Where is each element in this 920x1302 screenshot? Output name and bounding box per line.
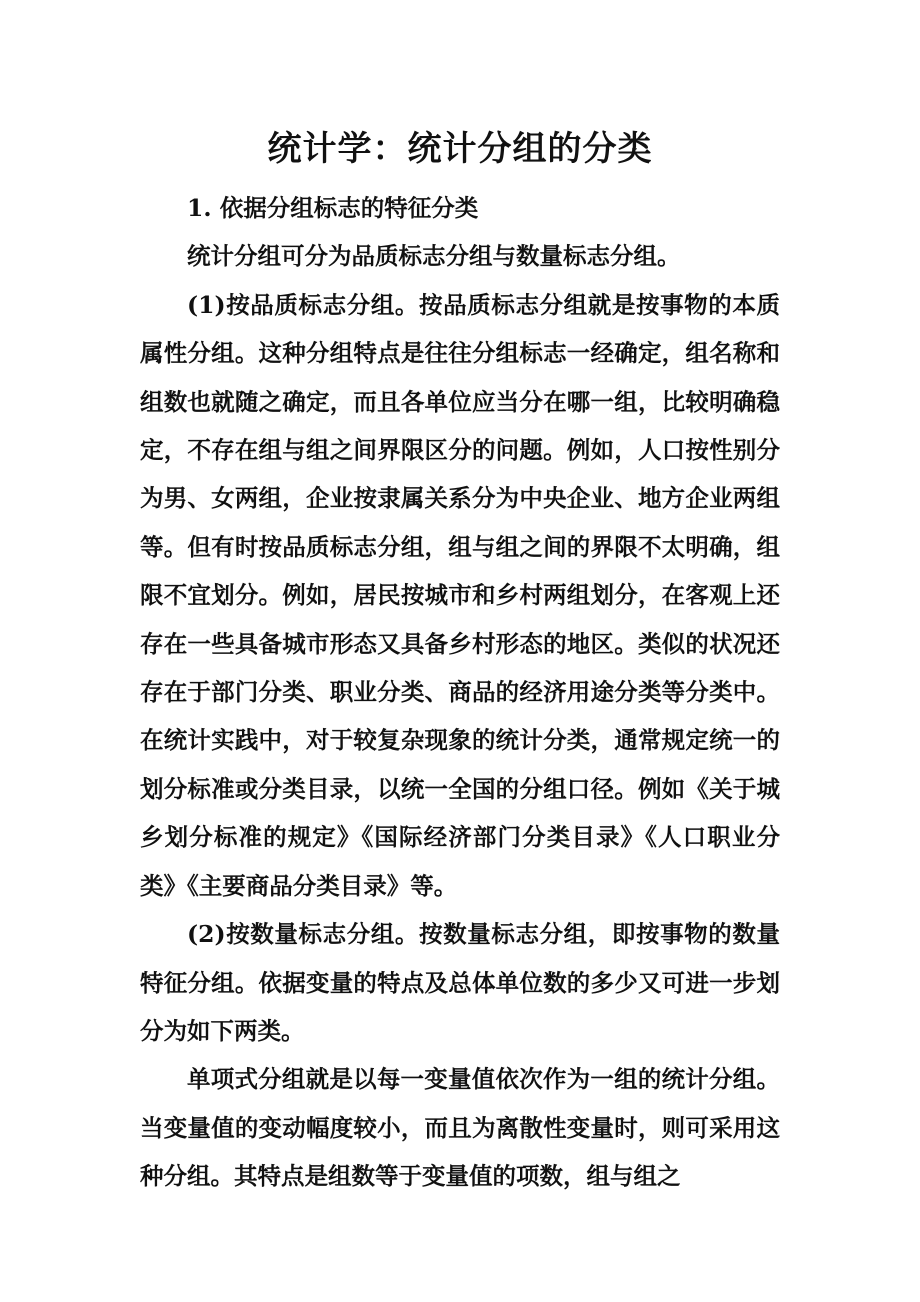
document-title: 统计学：统计分组的分类 <box>267 129 653 169</box>
paragraph-quantitative-grouping: (2)按数量标志分组。按数量标志分组，即按事物的数量特征分组。依据变量的特点及总体单位数的多少又可进一步划分为如下两类。 <box>140 920 780 1045</box>
document-body <box>140 184 780 1201</box>
paragraph-qualitative-grouping: (1)按品质标志分组。按品质标志分组就是按事物的本质属性分组。这种分组特点是往往分组标志一经确定，组名称和组数也就随之确定，而且各单位应当分在哪一组，比较明确稳定，不存在组与组之间界限区分的问题。例如，人口按性别分为男、女两组，企业按隶属关系分为中央企业、地方企业两组等。但有时按品质标志分组，组与组之间的界限不太明确，组限不宜划分。例如，居民按城市和乡村两组划分，在客观上还存在一些具备城市形态又具备乡村形态的地区。类似的状况还存在于部门分类、职业分类、商品的经济用途分类等分类中。在统计实践中，对于较复杂现象的统计分类，通常规定统一的划分标准或分类目录，以统一全国的分组口径。例如《关于城乡划分标准的规定》《国际经济部门分类目录》《人口职业分类》《主要商品分类目录》等。 <box>140 290 780 900</box>
paragraph-intro: 统计分组可分为品质标志分组与数量标志分组。 <box>187 242 681 271</box>
section-heading: 1. 依据分组标志的特征分类 <box>187 194 479 222</box>
paragraph-single-item-grouping: 单项式分组就是以每一变量值依次作为一组的统计分组。当变量值的变动幅度较小，而且为离散性变量时，则可采用这种分组。其特点是组数等于变量值的项数，组与组之 <box>140 1065 780 1191</box>
